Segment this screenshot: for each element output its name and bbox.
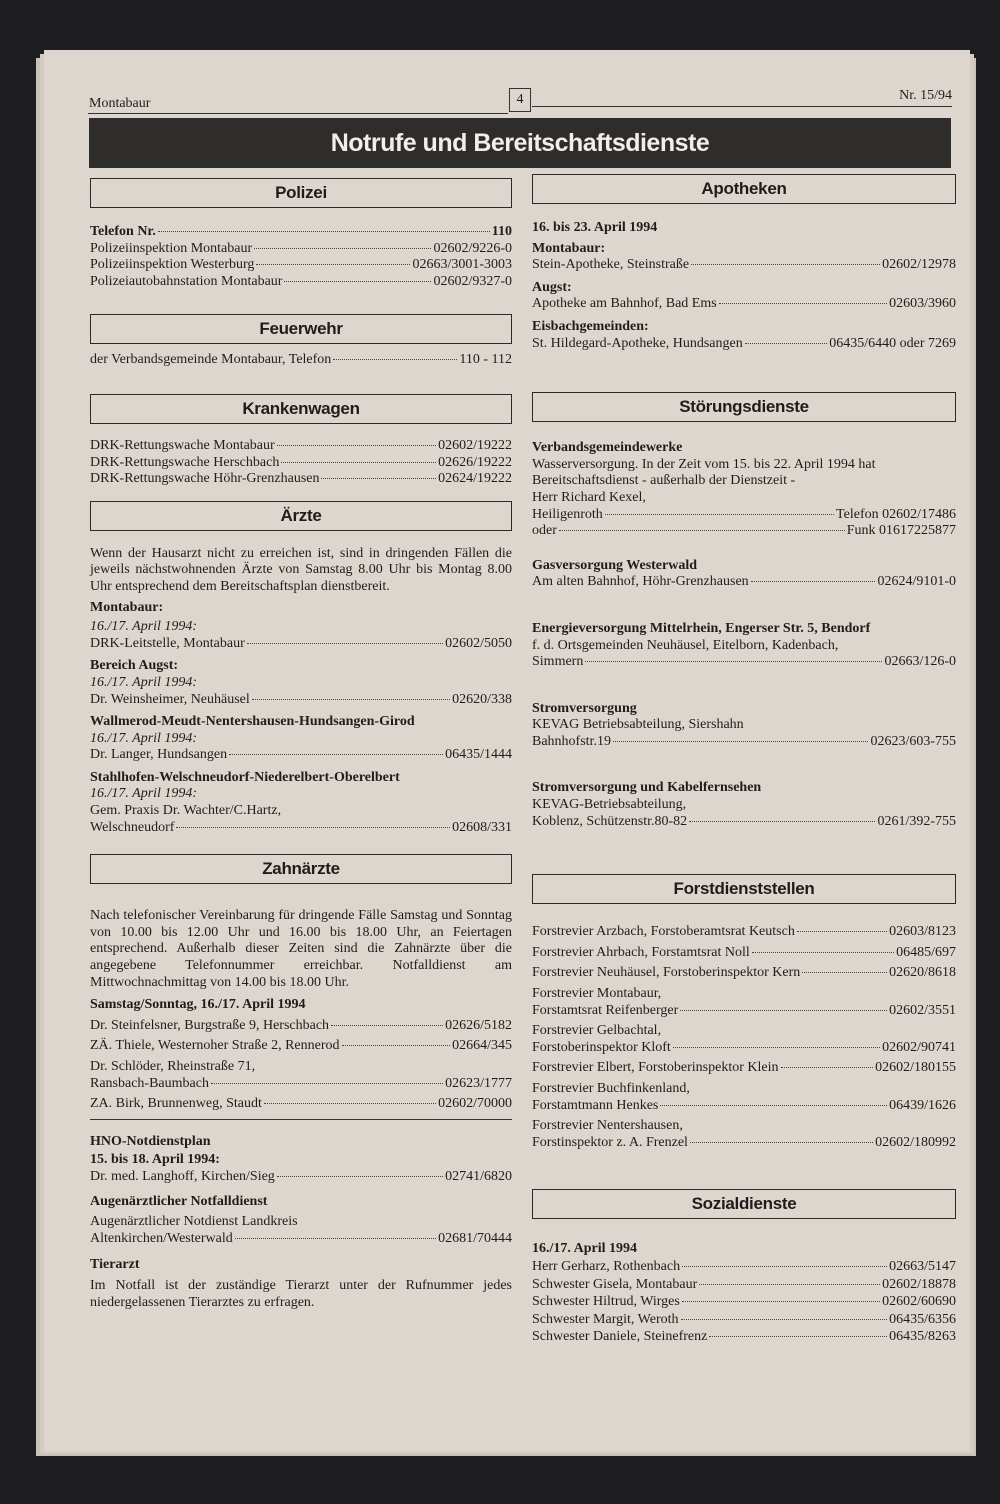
apotheken-date: 16. bis 23. April 1994	[532, 220, 658, 235]
forst-line: Forstrevier Buchfinkenland,	[532, 1081, 690, 1096]
zahnaerzte-row	[90, 1038, 512, 1055]
row-number: 02681/70444	[438, 1230, 512, 1246]
row-number: 02602/9327-0	[433, 273, 512, 289]
dot-leader	[235, 1238, 436, 1239]
row-label: Schwester Daniele, Steinefrenz	[532, 1329, 708, 1345]
hno-date: 15. bis 18. April 1994:	[90, 1152, 220, 1168]
dot-leader	[613, 741, 868, 742]
row-label: Forstrevier Arzbach, Forstoberamtsrat Keutsch	[532, 924, 795, 940]
row-label: Dr. Steinfelsner, Burgstraße 9, Herschbach	[90, 1017, 330, 1033]
row-number: 02602/180155	[875, 1060, 956, 1076]
row-number: Funk 01617225877	[846, 523, 956, 539]
forst-line: Forstrevier Nentershausen,	[532, 1118, 683, 1134]
dot-leader	[264, 1103, 436, 1104]
dot-leader	[719, 303, 887, 304]
row-label: Koblenz, Schützenstr.80-82	[532, 813, 688, 829]
row-number: 02602/90741	[882, 1039, 956, 1055]
row-number: 02602/3551	[889, 1002, 956, 1018]
row-label: Ransbach-Baumbach	[90, 1075, 209, 1091]
aerzte-group-heading: Bereich Augst:	[90, 658, 179, 674]
krankenwagen-row	[90, 438, 512, 455]
augen-row	[90, 1231, 512, 1248]
row-label: Forstrevier Elbert, Forstoberinspektor Klein	[532, 1060, 779, 1076]
row-label: Forstamtmann Henkes	[532, 1097, 659, 1113]
row-number: 110 - 112	[459, 352, 512, 368]
row-label: Apotheke am Bahnhof, Bad Ems	[532, 296, 717, 312]
row-label: Dr. Weinsheimer, Neuhäusel	[90, 691, 250, 707]
row-number: 02623/1777	[445, 1075, 512, 1091]
stoerung-vg-heading: Verbandsgemeindewerke	[532, 440, 683, 456]
zahnaerzte-line: Dr. Schlöder, Rheinstraße 71,	[90, 1059, 256, 1074]
row-label: Polizeiinspektion Montabaur	[90, 240, 253, 256]
section-header-polizei: Polizei	[90, 178, 512, 208]
krankenwagen-row	[90, 455, 512, 472]
row-number: 02663/5147	[889, 1258, 956, 1274]
sozial-row	[532, 1329, 956, 1346]
zahnaerzte-heading: Samstag/Sonntag, 16./17. April 1994	[90, 997, 306, 1013]
stoerung-row	[532, 574, 956, 591]
dot-leader	[559, 530, 845, 531]
dot-leader	[342, 1045, 451, 1046]
forst-row	[532, 1003, 956, 1020]
stoerung-vg-line: Wasserversorgung. In der Zeit vom 15. bis 22. April 1994 hat	[532, 456, 876, 472]
row-label: Herr Gerharz, Rothenbach	[532, 1258, 681, 1274]
row-number: 02602/9226-0	[433, 240, 512, 256]
row-number: 02626/19222	[438, 454, 512, 470]
aerzte-group-date: 16./17. April 1994:	[90, 730, 198, 746]
header-issue: Nr. 15/94	[899, 88, 952, 103]
aerzte-row	[90, 692, 512, 709]
row-number: 02620/8618	[889, 965, 956, 981]
stoerung-line: KEVAG Betriebsabteilung, Siershahn	[532, 717, 744, 733]
stoerung-line: f. d. Ortsgemeinden Neuhäusel, Eitelborn, Kadenbach,	[532, 637, 839, 653]
dot-leader	[158, 231, 490, 232]
row-number: 02602/70000	[438, 1096, 512, 1112]
dot-leader	[745, 343, 828, 344]
forst-row	[532, 1040, 956, 1057]
row-label: DRK-Rettungswache Höhr-Grenzhausen	[90, 471, 320, 487]
row-number: 06485/697	[896, 944, 956, 960]
row-number: 06439/1626	[889, 1097, 956, 1113]
dot-leader	[256, 264, 410, 265]
dot-leader	[660, 1105, 887, 1106]
stoerung-vg-row	[532, 523, 956, 540]
row-number: 02620/338	[452, 691, 512, 707]
header-rule-left	[88, 113, 508, 114]
stoerung-row	[532, 734, 956, 751]
polizei-row	[90, 274, 512, 291]
row-number: 02623/603-755	[870, 733, 956, 749]
sozial-row	[532, 1294, 956, 1311]
dot-leader	[211, 1083, 443, 1084]
stoerung-line: KEVAG-Betriebsabteilung,	[532, 797, 687, 813]
row-label: Forstoberinspektor Kloft	[532, 1039, 671, 1055]
tierarzt-heading: Tierarzt	[90, 1257, 140, 1273]
hno-heading: HNO-Notdienstplan	[90, 1133, 211, 1149]
dot-leader	[281, 462, 436, 463]
aerzte-group-date: 16./17. April 1994:	[90, 619, 198, 635]
row-number: 02608/331	[452, 819, 512, 835]
zahnaerzte-row	[90, 1018, 512, 1035]
dot-leader	[709, 1336, 887, 1337]
stoerung-vg-row	[532, 507, 956, 524]
forst-row	[532, 1135, 956, 1152]
stoerung-vg-line: Herr Richard Kexel,	[532, 489, 646, 505]
stoerung-group-heading: Gasversorgung Westerwald	[532, 557, 698, 573]
aerzte-group-heading: Montabaur:	[90, 599, 164, 615]
row-label: St. Hildegard-Apotheke, Hundsangen	[532, 335, 743, 351]
page-banner: Notrufe und Bereitschaftsdienste	[89, 118, 951, 168]
dot-leader	[699, 1284, 880, 1285]
zahnaerzte-row	[90, 1076, 512, 1093]
row-label: Polizeiautobahnstation Montabaur	[90, 273, 283, 289]
section-header-feuerwehr: Feuerwehr	[90, 314, 512, 344]
row-number: 02663/3001-3003	[412, 257, 512, 273]
section-header-sozialdienste: Sozialdienste	[532, 1189, 956, 1219]
right-column	[532, 174, 956, 1346]
dot-leader	[277, 445, 436, 446]
stoerung-group-heading: Energieversorgung Mittelrhein, Engerser Str. 5, Bendorf	[532, 620, 871, 636]
header-rule-right	[532, 106, 952, 107]
row-number: 02603/8123	[889, 924, 956, 940]
zahnaerzte-intro: Nach telefonischer Vereinbarung für dringende Fälle Samstag und Sonntag von 10.00 bis 12.00 Uhr und 16.00 bis 18.00 Uhr, an Feiertagen entsprechend. Außerhalb dieser Zeiten sind die Zahnärzte über die angegebene Telefonnummer erreichbar. Notfalldienst am Mittwochnachmittag von 14.00 bis 18.00 Uhr.	[90, 908, 512, 990]
augen-heading: Augenärztlicher Notfalldienst	[90, 1193, 268, 1209]
aerzte-group-date: 16./17. April 1994:	[90, 674, 198, 690]
section-header-apotheken: Apotheken	[532, 174, 956, 204]
forst-line: Forstrevier Gelbachtal,	[532, 1023, 662, 1039]
row-label: oder	[532, 523, 557, 539]
aerzte-group-heading: Stahlhofen-Welschneudorf-Niederelbert-Oberelbert	[90, 769, 400, 785]
sozial-date: 16./17. April 1994	[532, 1241, 638, 1257]
header-town: Montabaur	[89, 96, 151, 111]
feuerwehr-row	[90, 352, 512, 369]
dot-leader	[751, 581, 876, 582]
section-header-zahnaerzte: Zahnärzte	[90, 854, 512, 884]
row-label: Forstamtsrat Reifenberger	[532, 1002, 679, 1018]
dot-leader	[585, 661, 882, 662]
apotheken-row	[532, 257, 956, 274]
stoerung-group-heading: Stromversorgung	[532, 700, 637, 716]
forst-row	[532, 945, 956, 962]
dot-leader	[333, 359, 457, 360]
row-label: Heiligenroth	[532, 506, 603, 522]
row-number: 02663/126-0	[884, 654, 956, 670]
row-label: ZÄ. Thiele, Westernoher Straße 2, Rennerod	[90, 1038, 340, 1054]
row-number: 02602/19222	[438, 437, 512, 453]
row-label: Am alten Bahnhof, Höhr-Grenzhausen	[532, 574, 749, 590]
dot-leader	[689, 821, 875, 822]
apotheken-group-heading: Eisbachgemeinden:	[532, 318, 649, 334]
row-number: 06435/1444	[445, 747, 512, 763]
row-number: 02602/5050	[445, 635, 512, 651]
row-label: Altenkirchen/Westerwald	[90, 1230, 233, 1246]
dot-leader	[321, 478, 436, 479]
row-label: DRK-Rettungswache Montabaur	[90, 437, 275, 453]
dot-leader	[781, 1067, 874, 1068]
aerzte-row	[90, 636, 512, 653]
forst-row	[532, 924, 956, 941]
polizei-row	[90, 257, 512, 274]
dot-leader	[802, 972, 887, 973]
row-label: Schwester Margit, Weroth	[532, 1311, 679, 1327]
aerzte-group-heading: Wallmerod-Meudt-Nentershausen-Hundsangen-Girod	[90, 714, 415, 730]
row-number: 06435/6440 oder 7269	[829, 335, 956, 351]
row-number: Telefon 02602/17486	[836, 506, 956, 522]
aerzte-group-date: 16./17. April 1994:	[90, 786, 198, 802]
row-label: Forstrevier Neuhäusel, Forstoberinspektor Kern	[532, 965, 801, 981]
forst-row	[532, 1098, 956, 1115]
row-label: DRK-Leitstelle, Montabaur	[90, 635, 245, 651]
aerzte-row	[90, 820, 512, 837]
tierarzt-text: Im Notfall ist der zuständige Tierarzt unter der Rufnummer jedes niedergelassenen Tierarztes zu erfragen.	[90, 1277, 512, 1310]
forst-line: Forstrevier Montabaur,	[532, 986, 662, 1002]
aerzte-line: Gem. Praxis Dr. Wachter/C.Hartz,	[90, 803, 282, 819]
krankenwagen-row	[90, 471, 512, 488]
row-label: Polizeiinspektion Westerburg	[90, 257, 255, 273]
apotheken-row	[532, 336, 956, 353]
dot-leader	[690, 1142, 873, 1143]
dot-leader	[680, 1010, 887, 1011]
row-label: Schwester Hiltrud, Wirges	[532, 1294, 680, 1310]
dot-leader	[691, 264, 880, 265]
dot-leader	[252, 699, 450, 700]
row-number: 02624/9101-0	[877, 574, 956, 590]
dot-leader	[247, 643, 443, 644]
row-label: ZA. Birk, Brunnenweg, Staudt	[90, 1096, 262, 1112]
row-number: 06435/6356	[889, 1311, 956, 1327]
dot-leader	[681, 1319, 888, 1320]
sozial-row	[532, 1277, 956, 1294]
row-label: Telefon Nr.	[90, 224, 156, 239]
row-number: 0261/392-755	[877, 813, 956, 829]
augen-line: Augenärztlicher Notdienst Landkreis	[90, 1214, 298, 1230]
row-label: Schwester Gisela, Montabaur	[532, 1276, 698, 1292]
apotheken-row	[532, 296, 956, 313]
section-header-forstdienststellen: Forstdienststellen	[532, 874, 956, 904]
row-label: Dr. Langer, Hundsangen	[90, 747, 228, 763]
dot-leader	[605, 514, 834, 515]
section-header-krankenwagen: Krankenwagen	[90, 394, 512, 424]
row-number: 02602/18878	[882, 1276, 956, 1292]
forst-row	[532, 965, 956, 982]
dot-leader	[682, 1266, 887, 1267]
left-column	[90, 178, 512, 1311]
row-number: 110	[491, 224, 512, 239]
zahnaerzte-rule	[90, 1119, 512, 1120]
sozial-row	[532, 1259, 956, 1276]
row-number: 02626/5182	[445, 1017, 512, 1033]
polizei-row	[90, 224, 512, 241]
row-label: Forstrevier Ahrbach, Forstamtsrat Noll	[532, 944, 750, 960]
row-label: Dr. med. Langhoff, Kirchen/Sieg	[90, 1168, 275, 1184]
dot-leader	[277, 1176, 443, 1177]
row-number: 02741/6820	[445, 1168, 512, 1184]
stoerung-row	[532, 814, 956, 831]
row-label: Stein-Apotheke, Steinstraße	[532, 257, 690, 273]
zahnaerzte-row	[90, 1096, 512, 1113]
page-number-box: 4	[509, 88, 531, 112]
row-number: 02624/19222	[438, 471, 512, 487]
row-label: Welschneudorf	[90, 819, 175, 835]
row-number: 02602/180992	[875, 1134, 956, 1150]
dot-leader	[254, 248, 431, 249]
row-label: der Verbandsgemeinde Montabaur, Telefon	[90, 352, 332, 368]
dot-leader	[797, 931, 887, 932]
row-number: 02664/345	[452, 1038, 512, 1054]
section-header-stoerungsdienste: Störungsdienste	[532, 392, 956, 422]
forst-row	[532, 1060, 956, 1077]
dot-leader	[284, 281, 431, 282]
row-label: Forstinspektor z. A. Frenzel	[532, 1134, 688, 1150]
apotheken-group-heading: Montabaur:	[532, 240, 606, 256]
dot-leader	[176, 827, 450, 828]
dot-leader	[331, 1025, 443, 1026]
row-label: DRK-Rettungswache Herschbach	[90, 454, 280, 470]
row-number: 02602/12978	[882, 257, 956, 273]
stoerung-row	[532, 654, 956, 671]
row-label: Bahnhofstr.19	[532, 733, 611, 749]
section-header-aerzte: Ärzte	[90, 501, 512, 531]
row-number: 06435/8263	[889, 1329, 956, 1345]
dot-leader	[673, 1047, 880, 1048]
dot-leader	[752, 952, 894, 953]
dot-leader	[229, 754, 443, 755]
stoerung-group-heading: Stromversorgung und Kabelfernsehen	[532, 780, 762, 796]
aerzte-intro: Wenn der Hausarzt nicht zu erreichen ist, sind in dringenden Fällen die jeweils nächstwohnenden Ärzte von Samstag 8.00 Uhr bis Montag 8.00 Uhr entsprechend dem Bereitschaftsplan dienstbereit.	[90, 545, 512, 594]
apotheken-group-heading: Augst:	[532, 279, 572, 295]
dot-leader	[682, 1301, 880, 1302]
row-number: 02602/60690	[882, 1294, 956, 1310]
row-label: Simmern	[532, 654, 584, 670]
row-number: 02603/3960	[889, 296, 956, 312]
polizei-row	[90, 241, 512, 258]
aerzte-row	[90, 747, 512, 764]
hno-row	[90, 1169, 512, 1186]
stoerung-vg-line: Bereitschaftsdienst - außerhalb der Dienstzeit -	[532, 473, 796, 489]
sozial-row	[532, 1312, 956, 1329]
